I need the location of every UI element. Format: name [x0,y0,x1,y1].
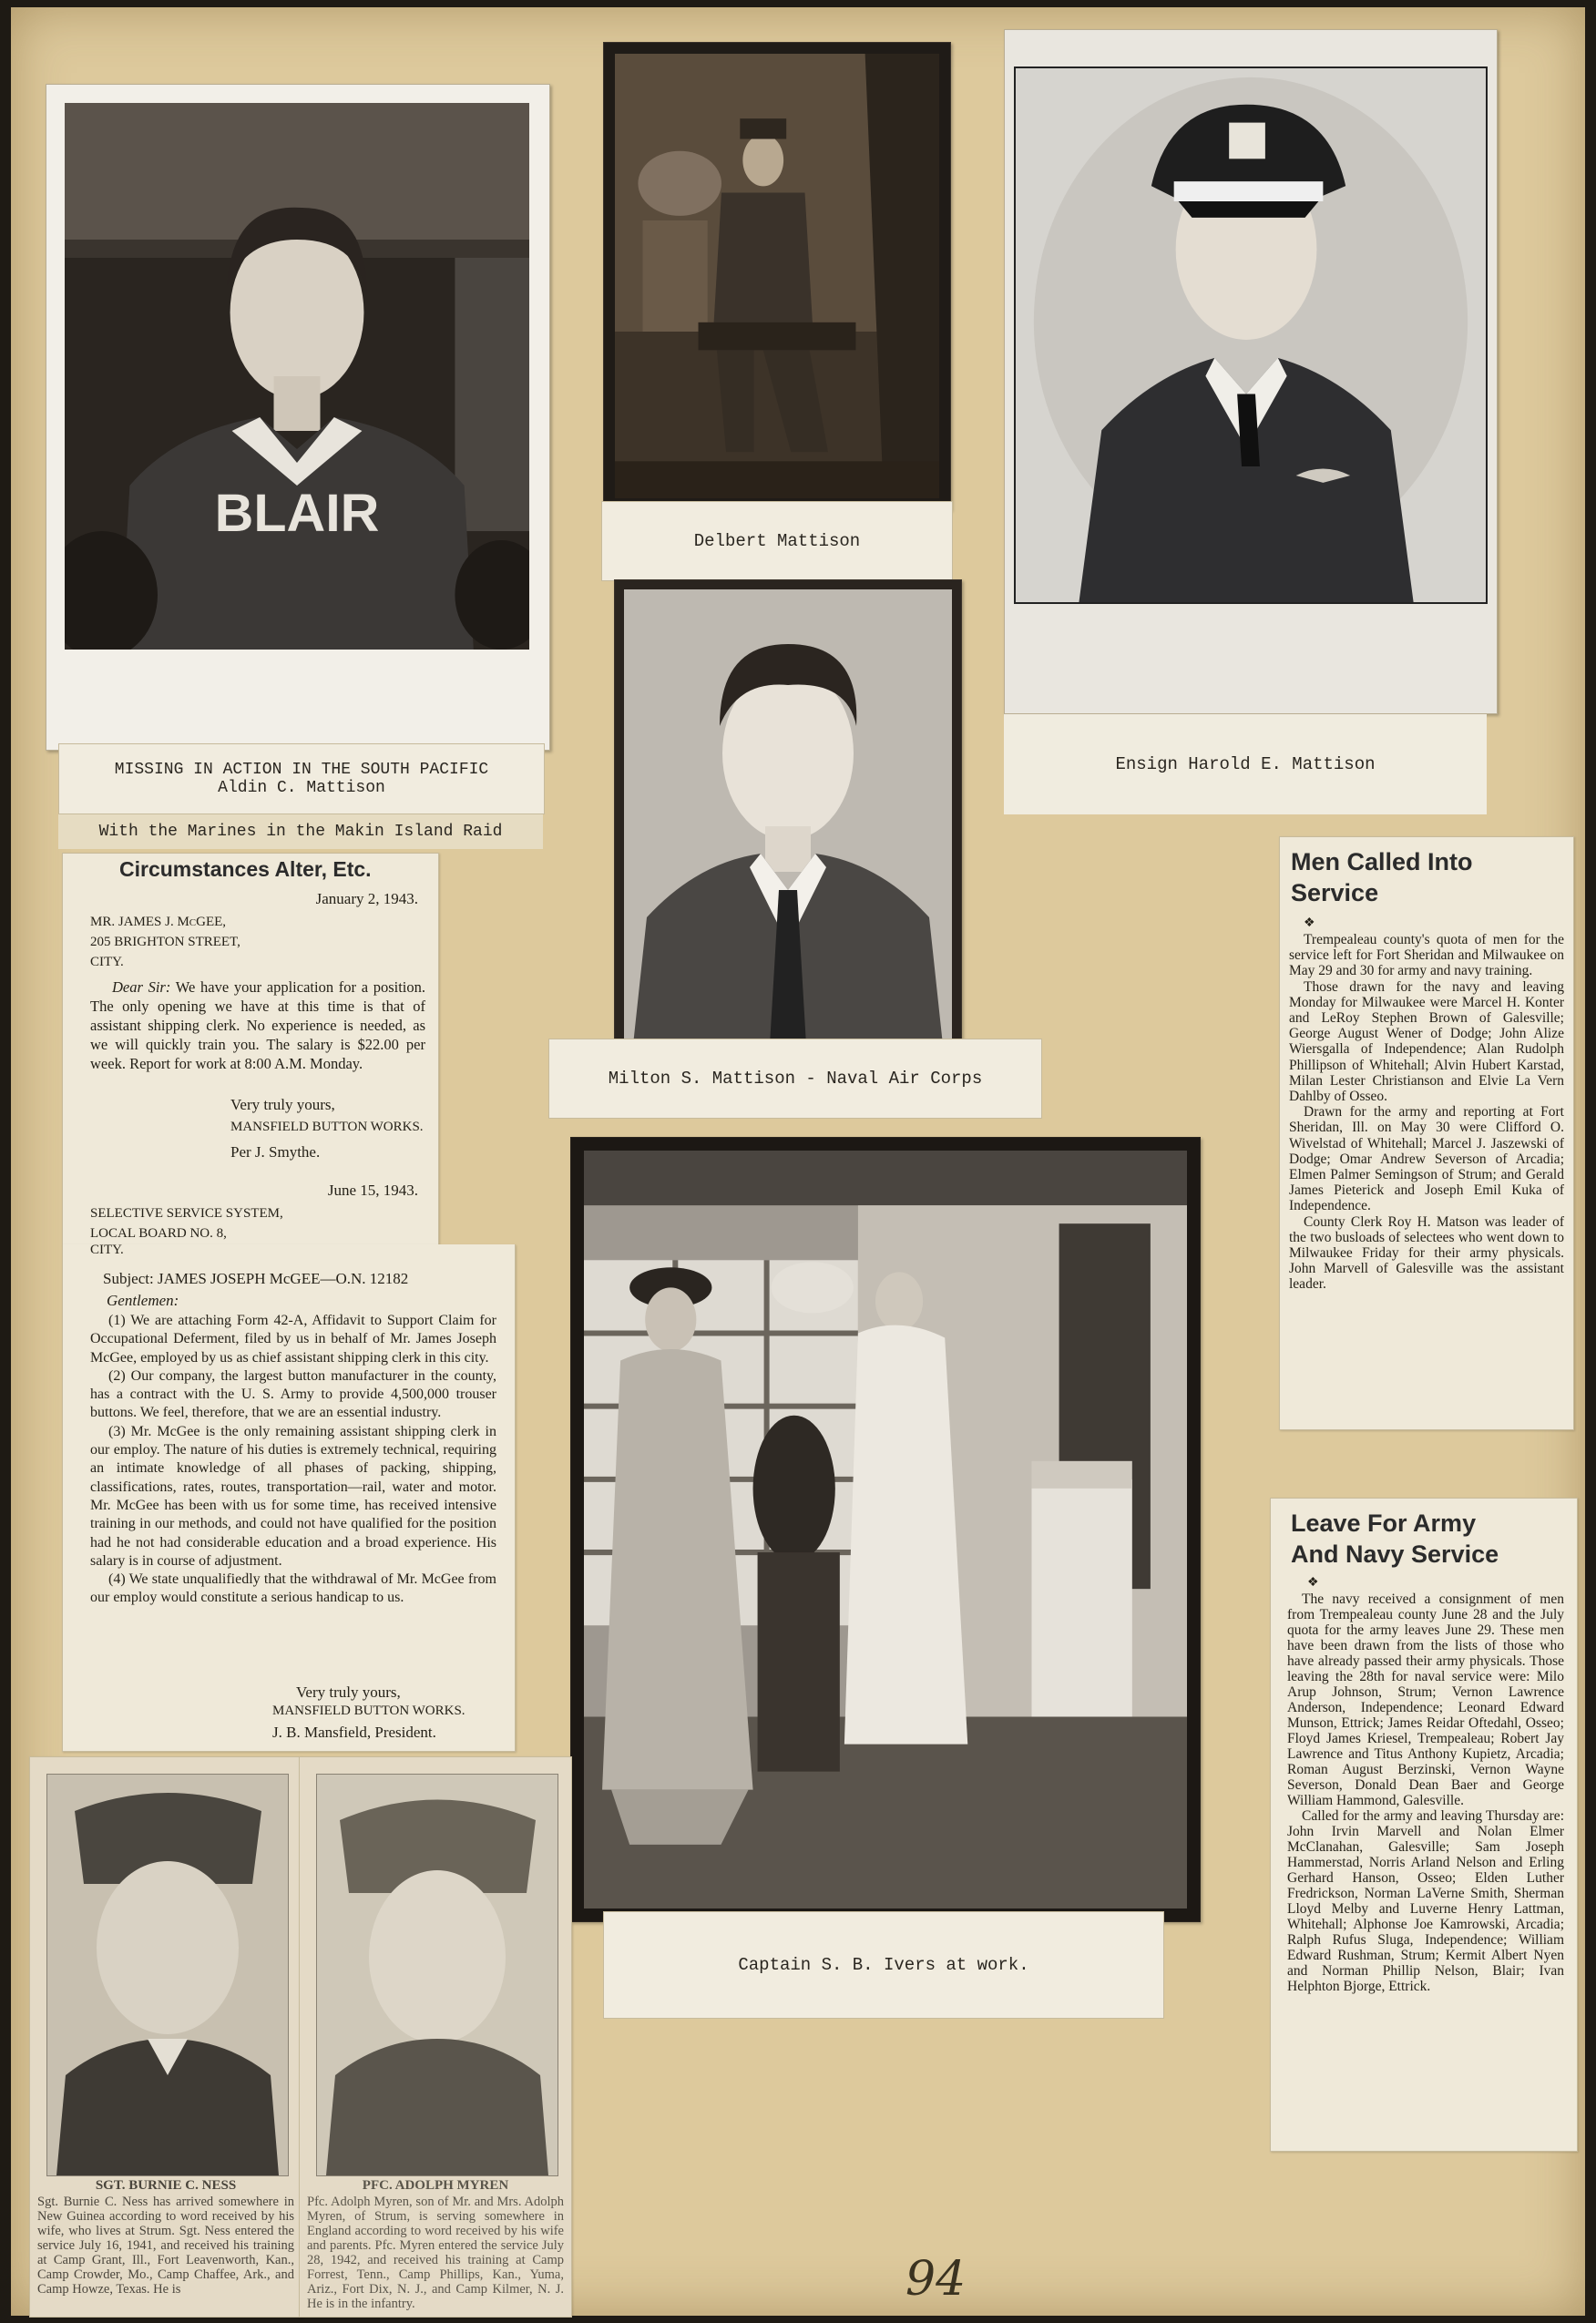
letter2-paragraph: (3) Mr. McGee is the only remaining assistant shipping clerk in our employ. The nature of his duties is extremely technical, requiring an intimate knowledge of all phases of packing, shipping, classifications, rates, routes, transportation—rail, water and motor. Mr. McGee has been with us for some time, has received intensive training in our methods, and could not have qualified for the position had he not had considerable education and a broad experience. His salary is in course of adjustment. [90,1423,496,1569]
letter1-addressee-line: CITY. [90,955,124,969]
letter2-body [90,1312,496,1608]
men-called-body [1289,932,1564,1293]
letter1-date: January 2, 1943. [315,890,418,907]
letter2-paragraph: (1) We are attaching Form 42-A, Affidavit to Support Claim for Occupational Deferment, filed by us in behalf of Mr. James Joseph McGee, employed by us as chief assistant shipping clerk in this city. [90,1313,496,1366]
men-called-paragraph: Those drawn for the navy and leaving Monday for Milwaukee were Marcel H. Konter and LeRoy Stephen Brown of Galesville; George August Wener of Dodge; John Alize Wiersgalla of Independence; Alan Rudolph Phillipson of Whitehall; Alvin Hubert Karstad, Milan Lester Christianson and Elvie La Vern Dahlby of Osseo. [1289,978,1564,1105]
headline-leave-for-army: Leave For Army And Navy Service [1291,1509,1499,1568]
leave-for-army-paragraph: Called for the army and leaving Thursday are: John Irvin Marvell and Nolan Elmer McClanahan, Galesville; Sam Joseph Hammerstad, Norris Arland Nelson and Erling Gerhard Hanson, Osseo; Elden Luther Fredrickson, Norman LaVerne Smith, Sherman Lloyd Melby and Luverne Henry Lattman, Whitehall; Alphonse Joe Kamrowski, Arcadia; Ralph Rufus Sluga, Independence; William Edward Rushman, Strum; Kermit Albert Nyen and Norman Phillip Nelson, Blair; Ivan Helphton Bjorge, Ettrick. [1287,1808,1564,1994]
leave-for-army-body [1287,1591,1564,1994]
clipping-men-called [1279,836,1574,1430]
letter2-addressee-line: CITY. [90,1243,124,1257]
diamond-ornament: ❖ [1304,916,1315,930]
letter2-paragraph: (4) We state unqualifiedly that the withdrawal of Mr. McGee from our employ would constitute a serious handicap to us. [90,1571,496,1606]
ness-name: SGT. BURNIE C. NESS [95,2178,237,2193]
letter2-addressee-line: LOCAL BOARD NO. 8, [90,1226,227,1241]
diamond-ornament: ❖ [1307,1576,1319,1590]
dental-office-scene [584,1151,1187,1909]
caption-aldin-line2: Aldin C. Mattison [218,779,385,797]
men-called-paragraph: County Clerk Roy H. Matson was leader of the two busloads of selectees who went down to Milwaukee Friday for their army physicals. John Marvell of Galesville was the assistant leader. [1289,1213,1564,1293]
letter1-signer: Per J. Smythe. [230,1143,321,1161]
photo-aldin-mattison [46,84,550,751]
leave-for-army-paragraph: The navy received a consignment of men from Trempealeau county June 28 and the July quota for the army leaves June 29. These men have been drawn from the lists of those who have already passed their army physicals. Those leaving the 28th for naval service were: Milo Arup Johnson, Strum; Vernon Lawrence Anderson, Independence; Leonard Edward Munson, Ettrick; James Reidar Oftedahl, Osseo; Floyd James Kriesel, Trempealeau; Robert Jay Lawrence and Titus Anthony Kupietz, Arcadia; Roman August Berzinski, Vernon Wayne Severson, Donald Dean Baer and George William Hammond, Galesville. [1287,1591,1564,1808]
caption-delbert-text: Delbert Mattison [693,531,861,551]
photo-harold-mattison [1004,29,1498,714]
shirt-text: BLAIR [214,484,380,543]
letter1-company: MANSFIELD BUTTON WORKS. [230,1120,424,1134]
clipping-ness [29,1756,302,2318]
letter2-subject: Subject: JAMES JOSEPH McGEE—O.N. 12182 [103,1270,409,1287]
portrait-myren [316,1774,558,2176]
letter1-body [90,977,425,1073]
aldin-note-text: With the Marines in the Makin Island Raid [98,823,503,841]
caption-aldin [58,743,545,814]
letter2-closing: Very truly yours, [296,1683,401,1701]
men-called-paragraph: Drawn for the army and reporting at Fort Sheridan, Ill. on May 30 were Clifford O. Wivelstad of Whitehall; Marcel J. Jaszewski of Dodge; Omar Andrew Severson of Arcadia; Elmen Palmer Semingson of Strum; and Gerald James Pieterick and Joseph Emil Kuka of Independence. [1289,1104,1564,1214]
letter2-addressee [90,1203,283,1243]
caption-aldin-note [58,814,543,849]
scrapbook-page [11,7,1585,2316]
clipping-circumstances-alter [62,853,439,1246]
portrait-aldin [65,103,529,650]
letter2-addressee-line: SELECTIVE SERVICE SYSTEM, [90,1206,283,1221]
myren-name: PFC. ADOLPH MYREN [362,2178,509,2193]
caption-aldin-line1: MISSING IN ACTION IN THE SOUTH PACIFIC [114,761,489,779]
letter2-paragraph: (2) Our company, the largest button manufacturer in the county, has a contract with the U. S. Army to provide 4,500,000 trouser buttons. We feel, therefore, that we are an essential industry. [90,1367,496,1421]
letter1-closing: Very truly yours, [230,1096,335,1113]
portrait-ness [46,1774,289,2176]
letter1-addressee [90,912,240,972]
caption-harold [1004,714,1487,814]
portrait-harold [1016,68,1486,602]
page-number: 94 [905,2252,967,2307]
caption-harold-text: Ensign Harold E. Mattison [1115,754,1376,774]
letter1-salutation: Dear Sir: [112,978,171,996]
photo-delbert-mattison [603,42,951,510]
letter2-salutation: Gentlemen: [107,1292,179,1309]
myren-text: Pfc. Adolph Myren, son of Mr. and Mrs. Adolph Myren, of Strum, is serving somewhere in England according to word received by his wife and parents. Pfc. Myren entered the service July 28, 1942, and received his training at Camp Forrest, Tenn., Camp Phillips, Kan., Yuma, Ariz., Fort Dix, N. J., and Camp Kilmer, N. J. He is in the infantry. [307,2195,564,2311]
letter1-addressee-line: 205 BRIGHTON STREET, [90,935,240,949]
headline-men-called: Men Called Into Service [1291,848,1473,906]
clipping-letter2 [62,1244,516,1752]
letter2-signer: J. B. Mansfield, President. [272,1724,436,1741]
men-called-paragraph: Trempealeau county's quota of men for the service left for Fort Sheridan and Milwaukee on May 29 and 30 for army and navy training. [1289,932,1564,979]
letter2-date: June 15, 1943. [327,1182,418,1199]
photo-ivers-dental [570,1137,1201,1922]
portrait-milton [624,589,952,1045]
letter1-body-text: We have your application for a position. The only opening we have at this time is that of assistant shipping clerk. No experience is needed, as we will quickly train you. The salary is $22.00 per week. Report for work at 8:00 A.M. Monday. [90,978,425,1072]
clipping-myren [299,1756,572,2318]
caption-delbert [601,501,953,581]
caption-milton [548,1039,1042,1119]
caption-ivers-text: Captain S. B. Ivers at work. [738,1955,1029,1975]
photo-milton-mattison [614,579,962,1055]
caption-milton-text: Milton S. Mattison - Naval Air Corps [608,1069,983,1089]
headline-circumstances: Circumstances Alter, Etc. [119,857,372,881]
caption-ivers [603,1911,1164,2019]
clipping-leave-for-army [1270,1498,1578,2152]
portrait-delbert [615,54,939,498]
letter2-company: MANSFIELD BUTTON WORKS. [272,1704,466,1718]
ness-text: Sgt. Burnie C. Ness has arrived somewhere in New Guinea according to word received by his wife, who lives at Strum. Sgt. Ness entered the service July 16, 1941, and received his training at Camp Grant, Ill., Fort Leavenworth, Kan., Camp Crowder, Mo., Camp Chaffee, Ark., and Camp Howze, Texas. He is [37,2195,294,2297]
letter1-addressee-line: MR. JAMES J. McGEE, [90,915,227,929]
